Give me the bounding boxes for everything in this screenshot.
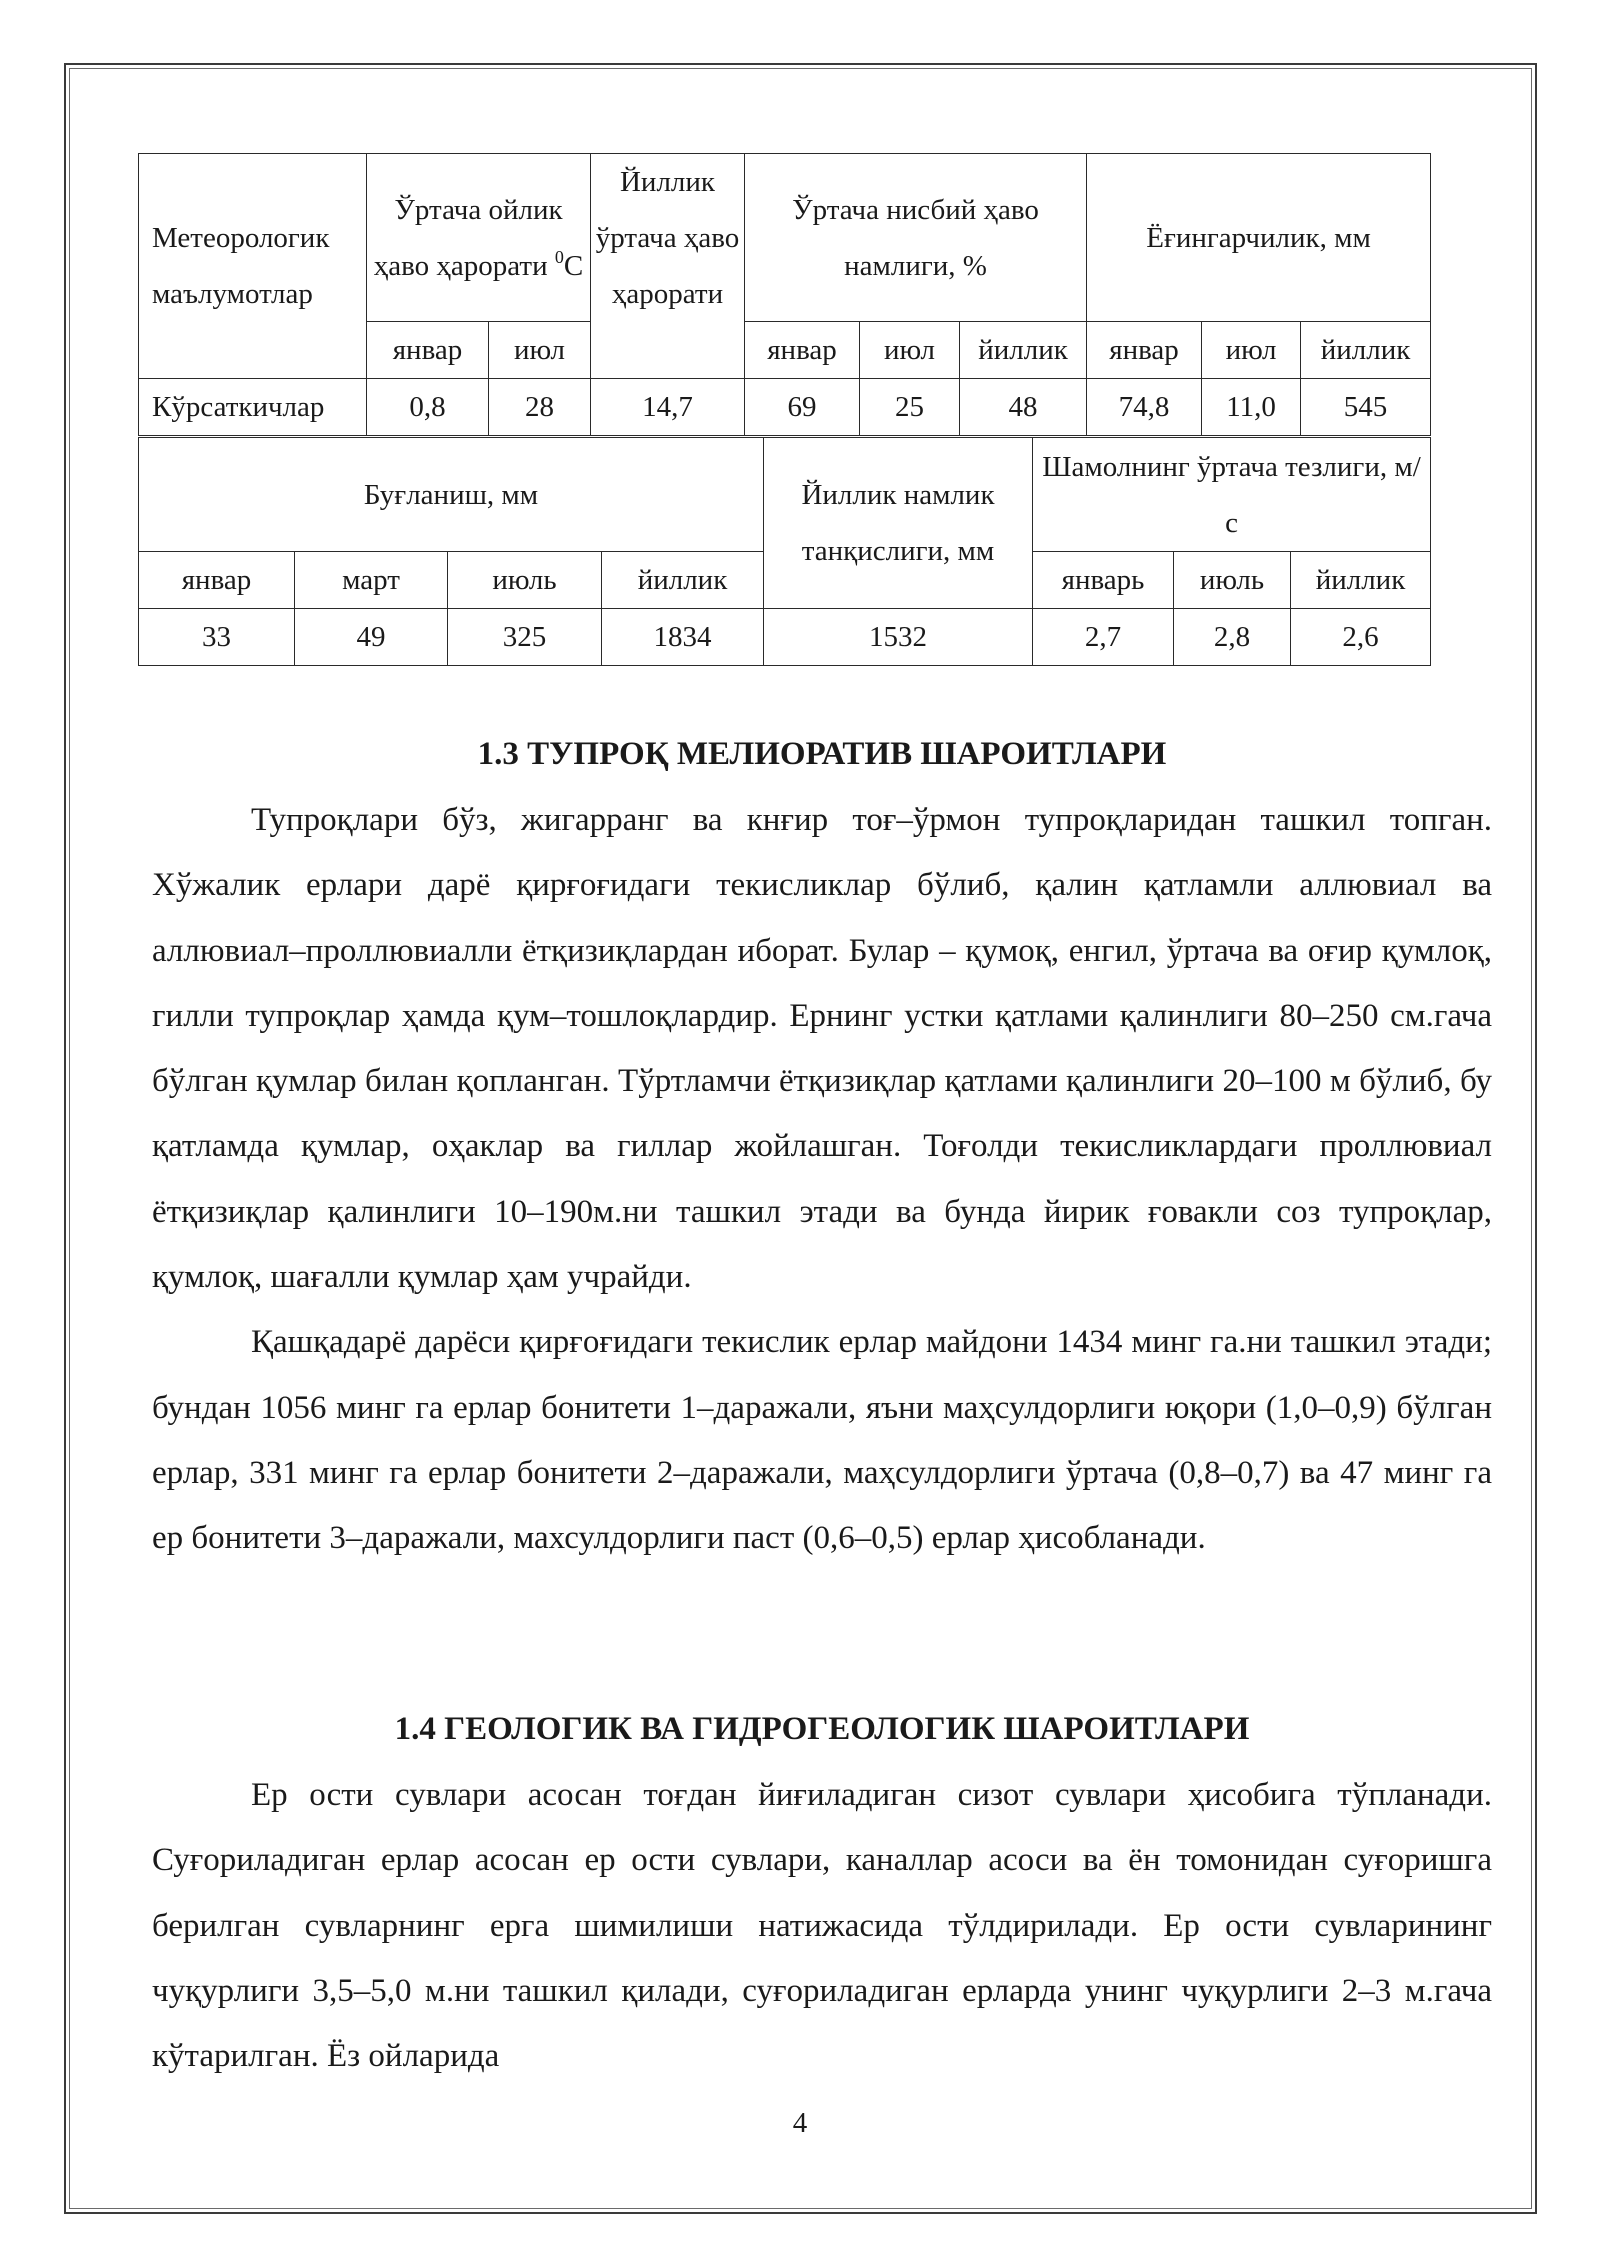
header-monthly-temperature [367,154,591,322]
subheader-evap-january: январ [139,552,295,609]
degree-superscript: 0 [554,246,564,267]
meteorological-data-table [138,153,1431,436]
subheader-humidity-annual: йиллик [960,322,1087,379]
subheader-evap-july: июль [448,552,602,609]
subheader-wind-july: июль [1174,552,1291,609]
page-number: 4 [792,2107,808,2139]
cell-wind-july: 2,8 [1174,609,1291,666]
subheader-humidity-january: январ [745,322,860,379]
cell-temp-january: 0,8 [367,379,489,436]
paragraph: Ер ости сувлари асосан тоғдан йиғиладиган сизот сувлари ҳисобига тўпланади. Суғориладиган ерлар асосан ер ости сувлари, каналлар асоси ва ён томонидан суғоришга берилган сувларнинг ерга шимилиши натижасида тўлдирилади. Ер ости сувларининг чуқурлиги 3,5–5,0 м.ни ташкил қилади, суғориладиган ерларда унинг чуқурлиги 2–3 м.гача кўтарилган. Ёз ойларида [152,1777,1492,2075]
section-heading-soil-conditions: 1.3 ТУПРОҚ МЕЛИОРАТИВ ШАРОИТЛАРИ [477,736,1167,772]
paragraph: Тупроқлари бўз, жигарранг ва кнғир тоғ–ўрмон тупроқларидан ташкил топган. Хўжалик ерлари дарё қирғоғидаги текисликлар бўлиб, қалин қатламли аллювиал ва аллювиал–проллювиалли ётқизиқлардан иборат. Булар – қумоқ, енгил, ўртача ва оғир қумлоқ, гилли тупроқлар ҳамда қум–тошлоқлардир. Ернинг устки қатлами қалинлиги 80–250 см.гача бўлган қумлар билан қопланган. Тўртламчи ётқизиқлар қатлами қалинлиги 20–100 м бўлиб, бу қатламда қумлар, оҳаклар ва гиллар жойлашган. Тоғолди текисликлардаги проллювиал ётқизиқлар қалинлиги 10–190м.ни ташкил этади ва бунда йирик ғовакли соз тупроқлар, қумлоқ, шағалли қумлар ҳам учрайди. [152,802,1492,1296]
cell-precip-annual: 545 [1301,379,1431,436]
subheader-humidity-july: июл [860,322,960,379]
header-wind-speed: Шамолнинг ўртача тезлиги, м/с [1033,438,1431,552]
table-row [139,379,1431,436]
section-body-soil-conditions [152,788,1492,1572]
cell-humidity-july: 25 [860,379,960,436]
section-heading-geology: 1.4 ГЕОЛОГИК ВА ГИДРОГЕОЛОГИК ШАРОИТЛАРИ [394,1711,1250,1747]
cell-evap-march: 49 [295,609,448,666]
cell-wind-january: 2,7 [1033,609,1174,666]
subheader-wind-january: январь [1033,552,1174,609]
subheader-evap-annual: йиллик [602,552,764,609]
cell-wind-annual: 2,6 [1291,609,1431,666]
row-label-indicators: Кўрсаткичлар [139,379,367,436]
cell-precip-january: 74,8 [1087,379,1202,436]
cell-humidity-annual: 48 [960,379,1087,436]
subheader-precip-january: январ [1087,322,1202,379]
subheader-wind-annual: йиллик [1291,552,1431,609]
section-body-geology [152,1763,1492,2089]
subheader-precip-july: июл [1202,322,1301,379]
cell-evap-january: 33 [139,609,295,666]
subheader-temp-july: июл [489,322,591,379]
cell-temp-annual: 14,7 [591,379,745,436]
header-precipitation: Ёғингарчилик, мм [1087,154,1431,322]
subheader-evap-march: март [295,552,448,609]
subheader-precip-annual: йиллик [1301,322,1431,379]
cell-evap-july: 325 [448,609,602,666]
table-row [139,609,1431,666]
evaporation-wind-table [138,437,1431,666]
cell-evap-annual: 1834 [602,609,764,666]
header-moisture-deficit: Йиллик намлик танқислиги, мм [764,438,1033,609]
header-monthly-temperature-text: Ўртача ойлик ҳаво ҳарорати [373,193,563,282]
temperature-unit: С [563,249,584,282]
cell-humidity-january: 69 [745,379,860,436]
cell-moisture-deficit: 1532 [764,609,1033,666]
header-meteorological-data: Метеорологик маълумотлар [139,154,367,379]
header-relative-humidity: Ўртача нисбий ҳаво намлиги, % [745,154,1087,322]
cell-precip-july: 11,0 [1202,379,1301,436]
paragraph: Қашқадарё дарёси қирғоғидаги текислик ерлар майдони 1434 минг га.ни ташкил этади; бундан 1056 минг га ерлар бонитети 1–даражали, яъни маҳсулдорлиги юқори (1,0–0,9) бўлган ерлар, 331 минг га ерлар бонитети 2–даражали, маҳсулдорлиги ўртача (0,8–0,7) ва 47 минг га ер бонитети 3–даражали, махсулдорлиги паст (0,6–0,5) ерлар ҳисобланади. [152,1324,1492,1557]
header-evaporation: Буғланиш, мм [139,438,764,552]
subheader-temp-january: январ [367,322,489,379]
header-annual-temperature: Йиллик ўртача ҳаво ҳарорати [591,154,745,379]
cell-temp-july: 28 [489,379,591,436]
